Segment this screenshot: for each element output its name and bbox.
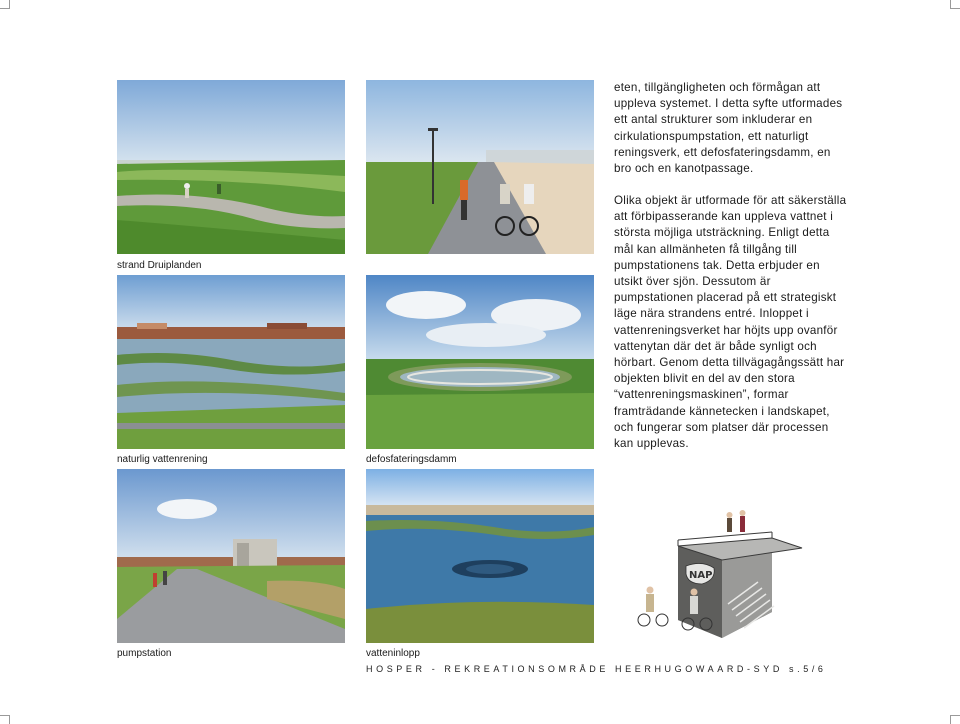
- caption-vatteninlopp: vatteninlopp: [366, 648, 420, 659]
- body-paragraph-2: Olika objekt är utformade för att säkerställa att förbipasserande kan uppleva vattnet i största möjliga utsträckning. Enligt detta mål kan allmänheten få tillgång till pumpstationens tak. Detta erbjuder en utsikt över sjön. Dessutom är pumpstationen placerad på ett strategiskt läge nära strandens entré. Inloppet i vattenreningsverket har höjts upp ovanför vattenytan där det är både synligt och hörbart. Genom detta tillvägagångssätt har objekten blivit en del av den stora “vattenreningsmaskinen”, formar framträdande kännetecken i landskapet, och fungerar som platser där processen kan upplevas.: [614, 194, 847, 451]
- photo-dephosphating-pond: [366, 275, 594, 449]
- photo-natural-purification: [117, 275, 345, 449]
- photo-beach-path: [117, 80, 345, 254]
- crop-mark: [950, 0, 951, 9]
- caption-defosfateringsdamm: defosfateringsdamm: [366, 454, 457, 465]
- caption-naturlig-vattenrening: naturlig vattenrening: [117, 454, 208, 465]
- crop-mark: [951, 8, 960, 9]
- footer-running-title: HOSPER - REKREATIONSOMRÅDE HEERHUGOWAARD-SYD s.5/6: [366, 664, 827, 674]
- pump-station-sketch: [622, 500, 807, 645]
- photo-cyclists: [366, 80, 594, 254]
- crop-mark: [951, 715, 960, 716]
- crop-mark: [9, 715, 10, 724]
- caption-pumpstation: pumpstation: [117, 648, 172, 659]
- nap-sign-text: NAP: [689, 570, 713, 581]
- caption-strand-druiplanden: strand Druiplanden: [117, 260, 202, 271]
- photo-pump-station: [117, 469, 345, 643]
- crop-mark: [0, 8, 9, 9]
- crop-mark: [9, 0, 10, 9]
- body-paragraph-1: eten, tillgängligheten och förmågan att uppleva systemet. I detta syfte utformades ett antal strukturer som inkluderar en cirkulationspumpstation, ett naturligt reningsverk, ett defosfateringsdamm, en bro och en kanotpassage.: [614, 81, 843, 176]
- crop-mark: [950, 715, 951, 724]
- crop-mark: [0, 715, 9, 716]
- photo-water-inlet: [366, 469, 594, 643]
